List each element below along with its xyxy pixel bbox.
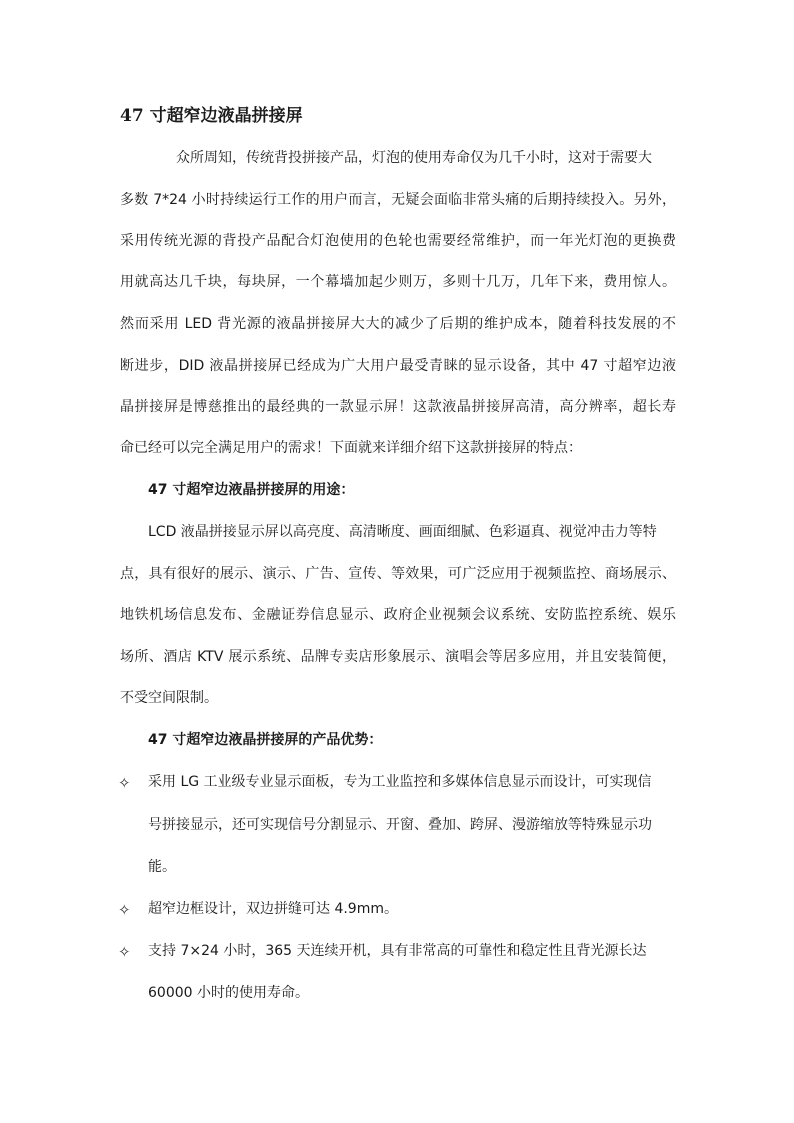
advantage-line: 号拼接显示，还可实现信号分割显示、开窗、叠加、跨屏、漫游缩放等特殊显示功 xyxy=(148,817,652,833)
bullet-diamond-icon: ✧ xyxy=(118,774,131,792)
advantage-line: 60000 小时的使用寿命。 xyxy=(148,985,309,1001)
intro-line: 用就高达几千块，每块屏，一个幕墙加起少则万，多则十几万，几年下来，费用惊人。 xyxy=(120,274,676,290)
uses-line: LCD 液晶拼接显示屏以高亮度、高清晰度、画面细腻、色彩逼真、视觉冲击力等特 xyxy=(148,524,657,540)
bullet-diamond-icon: ✧ xyxy=(118,901,131,919)
uses-line: 点，具有很好的展示、演示、广告、宣传、等效果，可广泛应用于视频监控、商场展示、 xyxy=(120,566,676,582)
advantage-line: 超窄边框设计，双边拼缝可达 4.9mm。 xyxy=(148,901,398,917)
intro-line: 命已经可以完全满足用户的需求！下面就来详细介绍下这款拼接屏的特点： xyxy=(120,440,582,456)
intro-line: 众所周知，传统背投拼接产品，灯泡的使用寿命仅为几千小时，这对于需要大 xyxy=(176,150,652,166)
intro-line: 多数 7*24 小时持续运行工作的用户而言，无疑会面临非常头痛的后期持续投入。另外， xyxy=(120,192,676,208)
uses-line: 地铁机场信息发布、金融证券信息显示、政府企业视频会议系统、安防监控系统、娱乐 xyxy=(120,607,676,623)
bullet-diamond-icon: ✧ xyxy=(118,943,131,961)
intro-line: 断进步，DID 液晶拼接屏已经成为广大用户最受青睐的显示设备，其中 47 寸超窄边液 xyxy=(120,358,676,374)
intro-line: 采用传统光源的背投产品配合灯泡使用的色轮也需要经常维护，而一年光灯泡的更换费 xyxy=(120,233,676,249)
intro-line: 然而采用 LED 背光源的液晶拼接屏大大的减少了后期的维护成本，随着科技发展的不 xyxy=(120,316,676,332)
advantages-heading: 47 寸超窄边液晶拼接屏的产品优势： xyxy=(148,732,383,748)
advantage-line: 支持 7×24 小时，365 天连续开机，具有非常高的可靠性和稳定性且背光源长达 xyxy=(148,943,647,959)
uses-heading: 47 寸超窄边液晶拼接屏的用途： xyxy=(148,482,355,498)
uses-line: 不受空间限制。 xyxy=(120,690,218,706)
document-title: 47 寸超窄边液晶拼接屏 xyxy=(120,106,303,126)
advantage-line: 能。 xyxy=(148,859,176,875)
intro-line: 晶拼接屏是博慈推出的最经典的一款显示屏！这款液晶拼接屏高清，高分辨率，超长寿 xyxy=(120,399,676,415)
advantage-line: 采用 LG 工业级专业显示面板，专为工业监控和多媒体信息显示而设计，可实现信 xyxy=(148,774,652,790)
uses-line: 场所、酒店 KTV 展示系统、品牌专卖店形象展示、演唱会等居多应用，并且安装简便， xyxy=(120,649,676,665)
